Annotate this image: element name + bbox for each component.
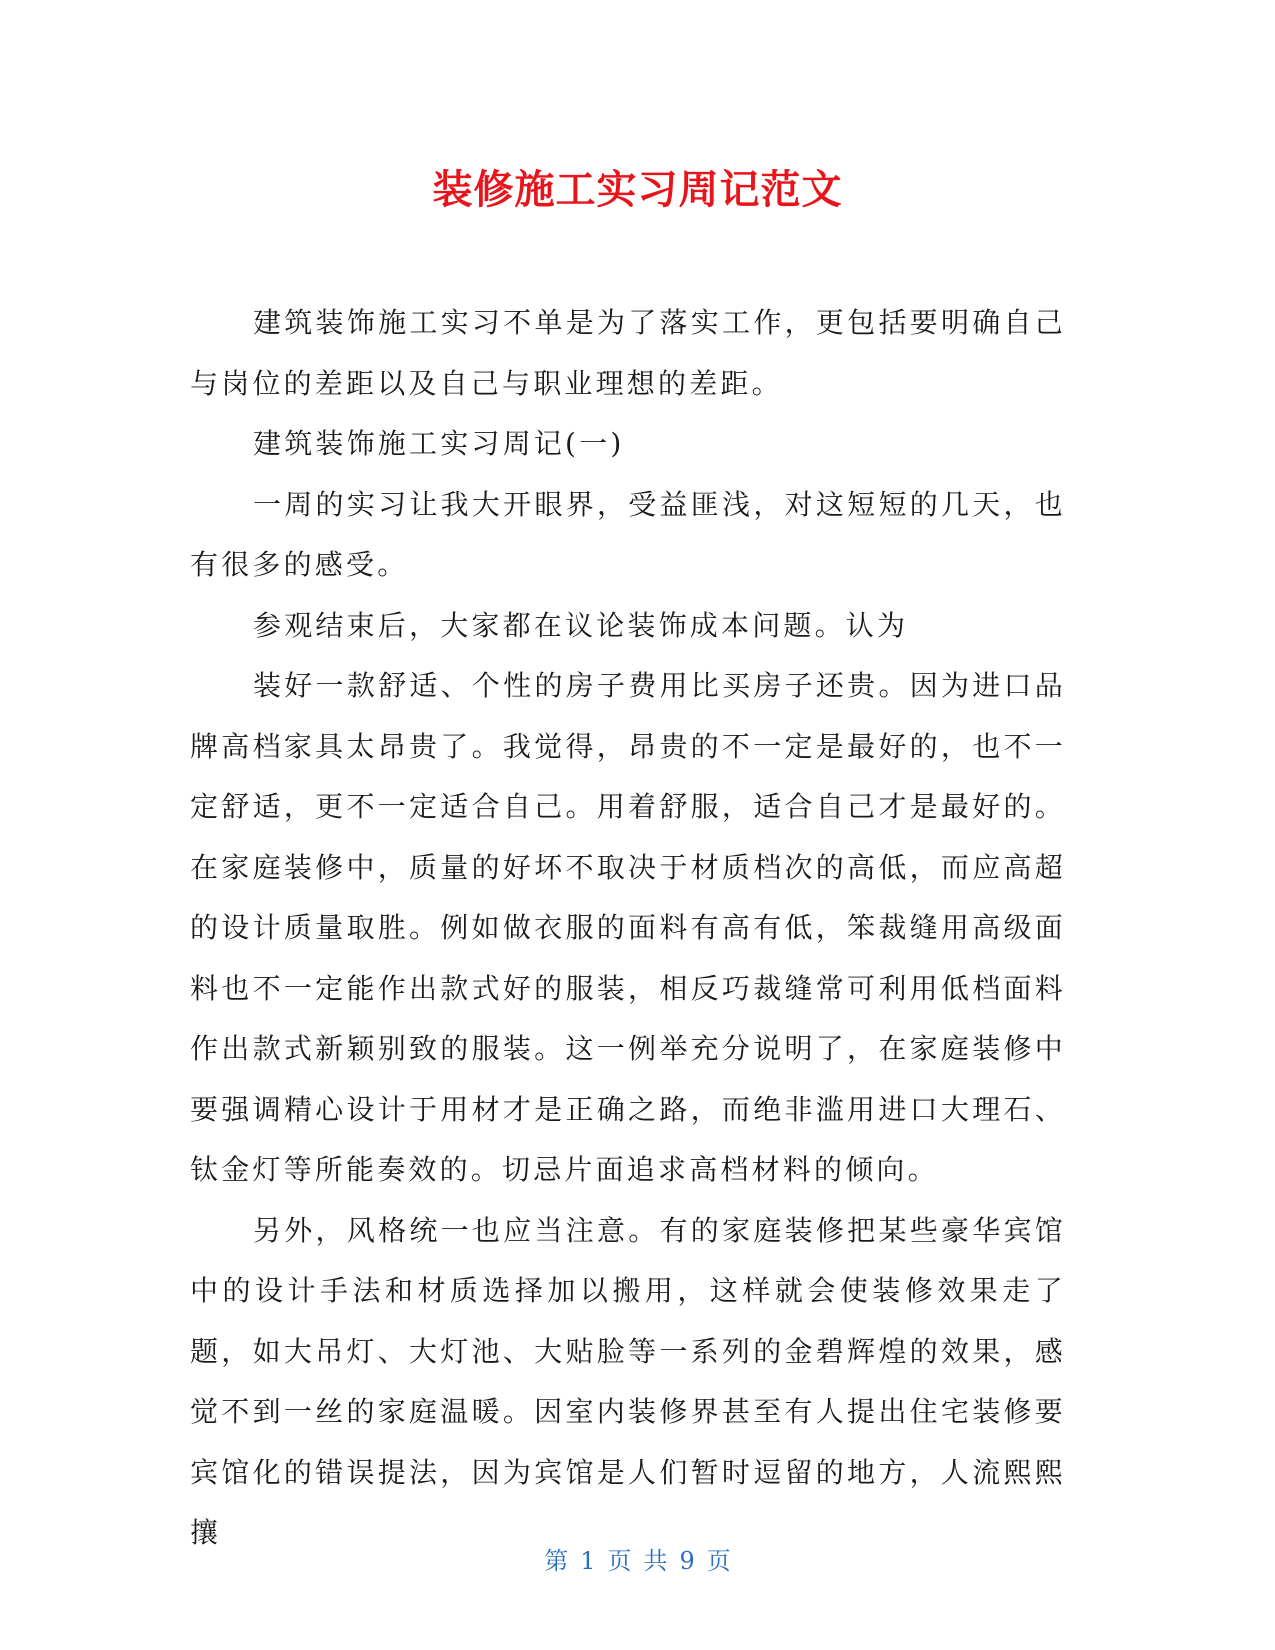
- page-footer: [0, 1545, 1275, 1577]
- paragraph-decoration-quality: 装好一款舒适、个性的房子费用比买房子还贵。因为进口品牌高档家具太昂贵了。我觉得，昂贵的不一定是最好的，也不一定舒适，更不一定适合自己。用着舒服，适合自己才是最好的。在家庭装修中，质量的好坏不取决于材质档次的高低，而应高超的设计质量取胜。例如做衣服的面料有高有低，笨裁缝用高级面料也不一定能作出款式好的服装，相反巧裁缝常可利用低档面料作出款式新颖别致的服装。这一例举充分说明了，在家庭装修中要强调精心设计于用材才是正确之路，而绝非滥用进口大理石、钛金灯等所能奏效的。切忌片面追求高档材料的倾向。: [190, 669, 1066, 1186]
- paragraph-style-unity: 另外，风格统一也应当注意。有的家庭装修把某些豪华宾馆中的设计手法和材质选择加以搬用，这样就会使装修效果走了题，如大吊灯、大灯池、大贴脸等一系列的金碧辉煌的效果，感觉不到一丝的家庭温暖。因室内装修界甚至有人提出住宅装修要宾馆化的错误提法，因为宾馆是人们暂时逗留的地方，人流熙熙攘: [190, 1213, 1066, 1549]
- footer-label-page-unit: 页: [607, 1547, 632, 1575]
- paragraph-week-summary: 一周的实习让我大开眼界，受益匪浅，对这短短的几天，也有很多的感受。: [190, 487, 1066, 581]
- footer-label-total-unit: 页: [706, 1547, 731, 1575]
- document-title: 装修施工实习周记范文: [432, 167, 843, 213]
- paragraph-visit-cost: 参观结束后，大家都在议论装饰成本问题。认为: [253, 608, 909, 642]
- paragraph-heading-week-1: 建筑装饰施工实习周记(一): [253, 427, 625, 460]
- footer-current-page: 1: [580, 1547, 596, 1575]
- document-body: [190, 293, 1066, 1564]
- footer-label-total: 共: [643, 1547, 668, 1575]
- footer-total-pages: 9: [679, 1547, 695, 1575]
- paragraph-intro: 建筑装饰施工实习不单是为了落实工作，更包括要明确自己与岗位的差距以及自己与职业理想的差距。: [190, 306, 1066, 400]
- footer-label-page: 第: [544, 1547, 569, 1575]
